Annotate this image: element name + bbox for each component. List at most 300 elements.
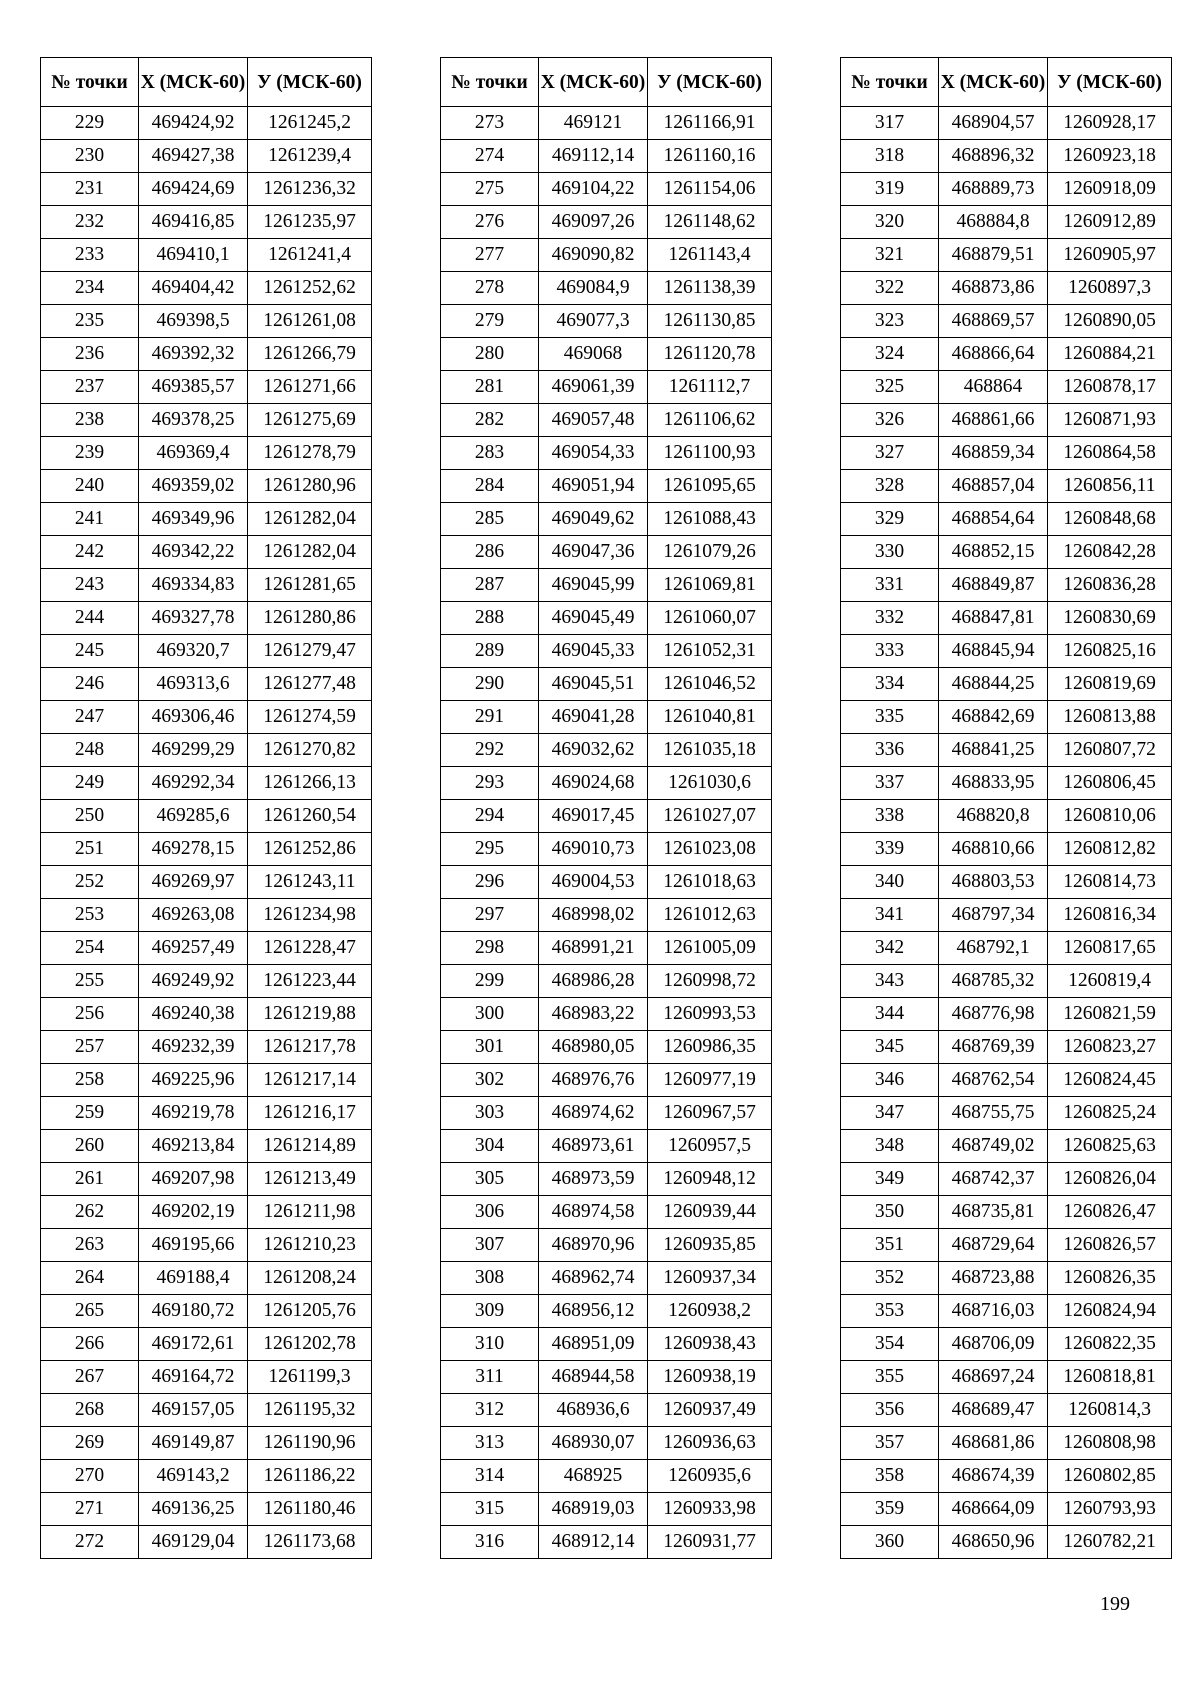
cell-y-coordinate: 1260998,72 [648,965,772,998]
cell-y-coordinate: 1261030,6 [648,767,772,800]
table-row [441,965,772,998]
cell-y-coordinate: 1260912,89 [1048,206,1172,239]
cell-y-coordinate: 1260928,17 [1048,107,1172,140]
cell-x-coordinate: 469269,97 [139,866,248,899]
cell-y-coordinate: 1260816,34 [1048,899,1172,932]
cell-x-coordinate: 469240,38 [139,998,248,1031]
cell-point-number: 357 [841,1427,939,1460]
cell-x-coordinate: 468983,22 [539,998,648,1031]
cell-point-number: 328 [841,470,939,503]
cell-y-coordinate: 1261023,08 [648,833,772,866]
cell-point-number: 261 [41,1163,139,1196]
cell-point-number: 294 [441,800,539,833]
cell-y-coordinate: 1260842,28 [1048,536,1172,569]
cell-point-number: 293 [441,767,539,800]
table-row [841,668,1172,701]
cell-x-coordinate: 469369,4 [139,437,248,470]
cell-y-coordinate: 1260814,73 [1048,866,1172,899]
cell-y-coordinate: 1261210,23 [248,1229,372,1262]
cell-y-coordinate: 1260967,57 [648,1097,772,1130]
cell-point-number: 233 [41,239,139,272]
cell-point-number: 332 [841,602,939,635]
cell-y-coordinate: 1260836,28 [1048,569,1172,602]
table-row [441,371,772,404]
cell-x-coordinate: 469047,36 [539,536,648,569]
table-row [441,1427,772,1460]
cell-x-coordinate: 469090,82 [539,239,648,272]
table-row [41,1493,372,1526]
table-row [41,1064,372,1097]
cell-x-coordinate: 469299,29 [139,734,248,767]
table-row [441,1196,772,1229]
cell-x-coordinate: 468970,96 [539,1229,648,1262]
cell-y-coordinate: 1260948,12 [648,1163,772,1196]
table-row [441,1229,772,1262]
cell-x-coordinate: 468650,96 [939,1526,1048,1559]
cell-x-coordinate: 468864 [939,371,1048,404]
cell-y-coordinate: 1261216,17 [248,1097,372,1130]
cell-y-coordinate: 1261252,62 [248,272,372,305]
cell-y-coordinate: 1260825,24 [1048,1097,1172,1130]
cell-point-number: 290 [441,668,539,701]
cell-point-number: 265 [41,1295,139,1328]
table-row [841,206,1172,239]
cell-y-coordinate: 1261214,89 [248,1130,372,1163]
table-row [441,536,772,569]
cell-y-coordinate: 1261243,11 [248,866,372,899]
cell-x-coordinate: 469359,02 [139,470,248,503]
cell-x-coordinate: 469278,15 [139,833,248,866]
cell-y-coordinate: 1261088,43 [648,503,772,536]
cell-x-coordinate: 469143,2 [139,1460,248,1493]
cell-point-number: 232 [41,206,139,239]
table-row [41,965,372,998]
table-row [841,1097,1172,1130]
cell-x-coordinate: 469017,45 [539,800,648,833]
cell-y-coordinate: 1261052,31 [648,635,772,668]
cell-x-coordinate: 469077,3 [539,305,648,338]
cell-x-coordinate: 468833,95 [939,767,1048,800]
table-header-row [841,58,1172,107]
cell-y-coordinate: 1260824,45 [1048,1064,1172,1097]
cell-y-coordinate: 1261148,62 [648,206,772,239]
table-row [41,1196,372,1229]
cell-point-number: 277 [441,239,539,272]
cell-x-coordinate: 468869,57 [939,305,1048,338]
cell-y-coordinate: 1260918,09 [1048,173,1172,206]
cell-point-number: 316 [441,1526,539,1559]
table-row [841,569,1172,602]
cell-point-number: 304 [441,1130,539,1163]
cell-x-coordinate: 469051,94 [539,470,648,503]
cell-y-coordinate: 1261130,85 [648,305,772,338]
table-row [41,569,372,602]
cell-y-coordinate: 1260856,11 [1048,470,1172,503]
cell-y-coordinate: 1260939,44 [648,1196,772,1229]
cell-y-coordinate: 1260884,21 [1048,338,1172,371]
cell-point-number: 231 [41,173,139,206]
cell-y-coordinate: 1261236,32 [248,173,372,206]
cell-x-coordinate: 468962,74 [539,1262,648,1295]
cell-x-coordinate: 468729,64 [939,1229,1048,1262]
table-row [41,1394,372,1427]
cell-x-coordinate: 468976,76 [539,1064,648,1097]
table-row [41,140,372,173]
cell-point-number: 307 [441,1229,539,1262]
cell-point-number: 267 [41,1361,139,1394]
cell-y-coordinate: 1260923,18 [1048,140,1172,173]
cell-point-number: 320 [841,206,939,239]
cell-point-number: 296 [441,866,539,899]
cell-point-number: 239 [41,437,139,470]
cell-x-coordinate: 469054,33 [539,437,648,470]
cell-x-coordinate: 469306,46 [139,701,248,734]
cell-x-coordinate: 469292,34 [139,767,248,800]
table-row [441,1097,772,1130]
cell-y-coordinate: 1261143,4 [648,239,772,272]
cell-x-coordinate: 468689,47 [939,1394,1048,1427]
table-row [41,1031,372,1064]
cell-point-number: 356 [841,1394,939,1427]
cell-x-coordinate: 468706,09 [939,1328,1048,1361]
cell-x-coordinate: 469172,61 [139,1328,248,1361]
cell-x-coordinate: 468936,6 [539,1394,648,1427]
cell-y-coordinate: 1261173,68 [248,1526,372,1559]
table-row [841,107,1172,140]
cell-x-coordinate: 469164,72 [139,1361,248,1394]
cell-point-number: 360 [841,1526,939,1559]
table-row [841,437,1172,470]
table-row [41,932,372,965]
cell-y-coordinate: 1261266,79 [248,338,372,371]
cell-point-number: 247 [41,701,139,734]
cell-x-coordinate: 469032,62 [539,734,648,767]
table-row [841,1262,1172,1295]
cell-point-number: 338 [841,800,939,833]
table-row [841,1130,1172,1163]
cell-point-number: 279 [441,305,539,338]
cell-y-coordinate: 1261035,18 [648,734,772,767]
table-row [441,206,772,239]
cell-y-coordinate: 1260905,97 [1048,239,1172,272]
table-body [841,107,1172,1559]
table-row [41,1130,372,1163]
cell-y-coordinate: 1261180,46 [248,1493,372,1526]
cell-point-number: 288 [441,602,539,635]
cell-x-coordinate: 469010,73 [539,833,648,866]
cell-y-coordinate: 1260824,94 [1048,1295,1172,1328]
cell-point-number: 245 [41,635,139,668]
table-row [41,833,372,866]
cell-x-coordinate: 469219,78 [139,1097,248,1130]
cell-y-coordinate: 1261138,39 [648,272,772,305]
table-row [841,734,1172,767]
cell-point-number: 258 [41,1064,139,1097]
cell-x-coordinate: 469195,66 [139,1229,248,1262]
table-header-row [441,58,772,107]
cell-x-coordinate: 469424,69 [139,173,248,206]
cell-y-coordinate: 1260810,06 [1048,800,1172,833]
cell-point-number: 339 [841,833,939,866]
cell-y-coordinate: 1261095,65 [648,470,772,503]
cell-x-coordinate: 469213,84 [139,1130,248,1163]
cell-point-number: 336 [841,734,939,767]
cell-y-coordinate: 1261270,82 [248,734,372,767]
cell-point-number: 238 [41,404,139,437]
cell-x-coordinate: 469041,28 [539,701,648,734]
cell-point-number: 284 [441,470,539,503]
cell-y-coordinate: 1260935,6 [648,1460,772,1493]
table-row [841,866,1172,899]
cell-y-coordinate: 1260938,2 [648,1295,772,1328]
cell-point-number: 337 [841,767,939,800]
cell-point-number: 282 [441,404,539,437]
cell-y-coordinate: 1261166,91 [648,107,772,140]
cell-point-number: 274 [441,140,539,173]
cell-y-coordinate: 1261219,88 [248,998,372,1031]
cell-y-coordinate: 1260821,59 [1048,998,1172,1031]
cell-x-coordinate: 469385,57 [139,371,248,404]
cell-y-coordinate: 1261040,81 [648,701,772,734]
table-row [41,272,372,305]
table-row [441,734,772,767]
cell-y-coordinate: 1260782,21 [1048,1526,1172,1559]
cell-x-coordinate: 468792,1 [939,932,1048,965]
cell-y-coordinate: 1260977,19 [648,1064,772,1097]
cell-x-coordinate: 468866,64 [939,338,1048,371]
cell-x-coordinate: 469024,68 [539,767,648,800]
cell-y-coordinate: 1260878,17 [1048,371,1172,404]
cell-y-coordinate: 1260806,45 [1048,767,1172,800]
cell-point-number: 346 [841,1064,939,1097]
cell-point-number: 350 [841,1196,939,1229]
table-row [441,437,772,470]
table-row [41,635,372,668]
cell-point-number: 341 [841,899,939,932]
cell-x-coordinate: 469057,48 [539,404,648,437]
cell-x-coordinate: 469349,96 [139,503,248,536]
cell-point-number: 295 [441,833,539,866]
cell-point-number: 358 [841,1460,939,1493]
cell-y-coordinate: 1261252,86 [248,833,372,866]
cell-point-number: 352 [841,1262,939,1295]
cell-y-coordinate: 1260807,72 [1048,734,1172,767]
cell-x-coordinate: 468749,02 [939,1130,1048,1163]
table-row [41,1295,372,1328]
cell-y-coordinate: 1260808,98 [1048,1427,1172,1460]
cell-x-coordinate: 468797,34 [939,899,1048,932]
cell-y-coordinate: 1261060,07 [648,602,772,635]
cell-y-coordinate: 1260937,49 [648,1394,772,1427]
cell-point-number: 237 [41,371,139,404]
cell-point-number: 235 [41,305,139,338]
cell-y-coordinate: 1260830,69 [1048,602,1172,635]
cell-point-number: 343 [841,965,939,998]
table-row [441,1262,772,1295]
table-row [841,338,1172,371]
cell-y-coordinate: 1261235,97 [248,206,372,239]
cell-x-coordinate: 468723,88 [939,1262,1048,1295]
cell-point-number: 301 [441,1031,539,1064]
table-row [41,602,372,635]
cell-y-coordinate: 1261266,13 [248,767,372,800]
cell-point-number: 283 [441,437,539,470]
table-row [841,899,1172,932]
cell-point-number: 322 [841,272,939,305]
cell-point-number: 255 [41,965,139,998]
cell-point-number: 285 [441,503,539,536]
header-x-coordinate: X (МСК-60) [139,58,248,107]
cell-y-coordinate: 1261277,48 [248,668,372,701]
cell-x-coordinate: 468674,39 [939,1460,1048,1493]
cell-y-coordinate: 1261282,04 [248,536,372,569]
cell-x-coordinate: 468904,57 [939,107,1048,140]
table-row [841,140,1172,173]
cell-x-coordinate: 468896,32 [939,140,1048,173]
table-row [841,1394,1172,1427]
cell-point-number: 340 [841,866,939,899]
cell-point-number: 252 [41,866,139,899]
cell-x-coordinate: 468925 [539,1460,648,1493]
cell-point-number: 303 [441,1097,539,1130]
table-row [41,1229,372,1262]
table-row [41,1163,372,1196]
cell-point-number: 300 [441,998,539,1031]
table-row [441,1460,772,1493]
cell-y-coordinate: 1260826,35 [1048,1262,1172,1295]
cell-y-coordinate: 1261005,09 [648,932,772,965]
header-y-coordinate: У (МСК-60) [248,58,372,107]
cell-x-coordinate: 468844,25 [939,668,1048,701]
cell-x-coordinate: 468889,73 [939,173,1048,206]
cell-point-number: 344 [841,998,939,1031]
cell-point-number: 266 [41,1328,139,1361]
table-row [841,1427,1172,1460]
cell-point-number: 256 [41,998,139,1031]
table-row [841,470,1172,503]
cell-point-number: 345 [841,1031,939,1064]
table-row [841,932,1172,965]
cell-y-coordinate: 1261281,65 [248,569,372,602]
cell-point-number: 286 [441,536,539,569]
cell-point-number: 314 [441,1460,539,1493]
cell-x-coordinate: 469249,92 [139,965,248,998]
cell-point-number: 236 [41,338,139,371]
table-row [441,635,772,668]
cell-x-coordinate: 468769,39 [939,1031,1048,1064]
cell-x-coordinate: 469202,19 [139,1196,248,1229]
table-body [41,107,372,1559]
cell-x-coordinate: 469104,22 [539,173,648,206]
cell-y-coordinate: 1260825,16 [1048,635,1172,668]
cell-x-coordinate: 469157,05 [139,1394,248,1427]
cell-x-coordinate: 469045,51 [539,668,648,701]
table-row [441,767,772,800]
cell-point-number: 278 [441,272,539,305]
table-row [41,536,372,569]
table-row [841,1031,1172,1064]
cell-x-coordinate: 469398,5 [139,305,248,338]
cell-y-coordinate: 1260938,19 [648,1361,772,1394]
cell-point-number: 298 [441,932,539,965]
cell-y-coordinate: 1260822,35 [1048,1328,1172,1361]
cell-x-coordinate: 469313,6 [139,668,248,701]
cell-x-coordinate: 469112,14 [539,140,648,173]
cell-x-coordinate: 468973,61 [539,1130,648,1163]
cell-x-coordinate: 469285,6 [139,800,248,833]
cell-y-coordinate: 1261012,63 [648,899,772,932]
cell-y-coordinate: 1261208,24 [248,1262,372,1295]
cell-x-coordinate: 469097,26 [539,206,648,239]
table-row [841,1295,1172,1328]
cell-x-coordinate: 468930,07 [539,1427,648,1460]
cell-point-number: 269 [41,1427,139,1460]
cell-point-number: 272 [41,1526,139,1559]
cell-y-coordinate: 1261245,2 [248,107,372,140]
table-row [441,470,772,503]
coordinates-table-1 [40,57,372,1559]
cell-point-number: 353 [841,1295,939,1328]
table-row [41,338,372,371]
cell-x-coordinate: 468879,51 [939,239,1048,272]
cell-y-coordinate: 1260813,88 [1048,701,1172,734]
cell-point-number: 349 [841,1163,939,1196]
table-row [841,701,1172,734]
header-y-coordinate: У (МСК-60) [1048,58,1172,107]
table-row [441,569,772,602]
cell-point-number: 263 [41,1229,139,1262]
table-row [41,701,372,734]
cell-x-coordinate: 468973,59 [539,1163,648,1196]
table-row [841,1064,1172,1097]
table-row [441,899,772,932]
cell-point-number: 244 [41,602,139,635]
cell-y-coordinate: 1261271,66 [248,371,372,404]
cell-x-coordinate: 468861,66 [939,404,1048,437]
table-row [841,602,1172,635]
table-row [41,1361,372,1394]
cell-x-coordinate: 469188,4 [139,1262,248,1295]
table-row [441,1493,772,1526]
cell-y-coordinate: 1260938,43 [648,1328,772,1361]
cell-y-coordinate: 1260825,63 [1048,1130,1172,1163]
cell-x-coordinate: 469342,22 [139,536,248,569]
cell-x-coordinate: 469378,25 [139,404,248,437]
cell-x-coordinate: 469257,49 [139,932,248,965]
cell-x-coordinate: 469207,98 [139,1163,248,1196]
cell-x-coordinate: 469061,39 [539,371,648,404]
cell-point-number: 330 [841,536,939,569]
cell-x-coordinate: 468951,09 [539,1328,648,1361]
table-row [41,1460,372,1493]
cell-x-coordinate: 468842,69 [939,701,1048,734]
cell-y-coordinate: 1260864,58 [1048,437,1172,470]
cell-point-number: 229 [41,107,139,140]
cell-y-coordinate: 1261106,62 [648,404,772,437]
cell-point-number: 254 [41,932,139,965]
header-point-number: № точки [441,58,539,107]
table-row [441,305,772,338]
cell-point-number: 230 [41,140,139,173]
cell-y-coordinate: 1261195,32 [248,1394,372,1427]
cell-point-number: 271 [41,1493,139,1526]
header-x-coordinate: X (МСК-60) [539,58,648,107]
cell-y-coordinate: 1261046,52 [648,668,772,701]
table-row [441,1526,772,1559]
table-row [441,503,772,536]
cell-y-coordinate: 1260802,85 [1048,1460,1172,1493]
cell-point-number: 280 [441,338,539,371]
